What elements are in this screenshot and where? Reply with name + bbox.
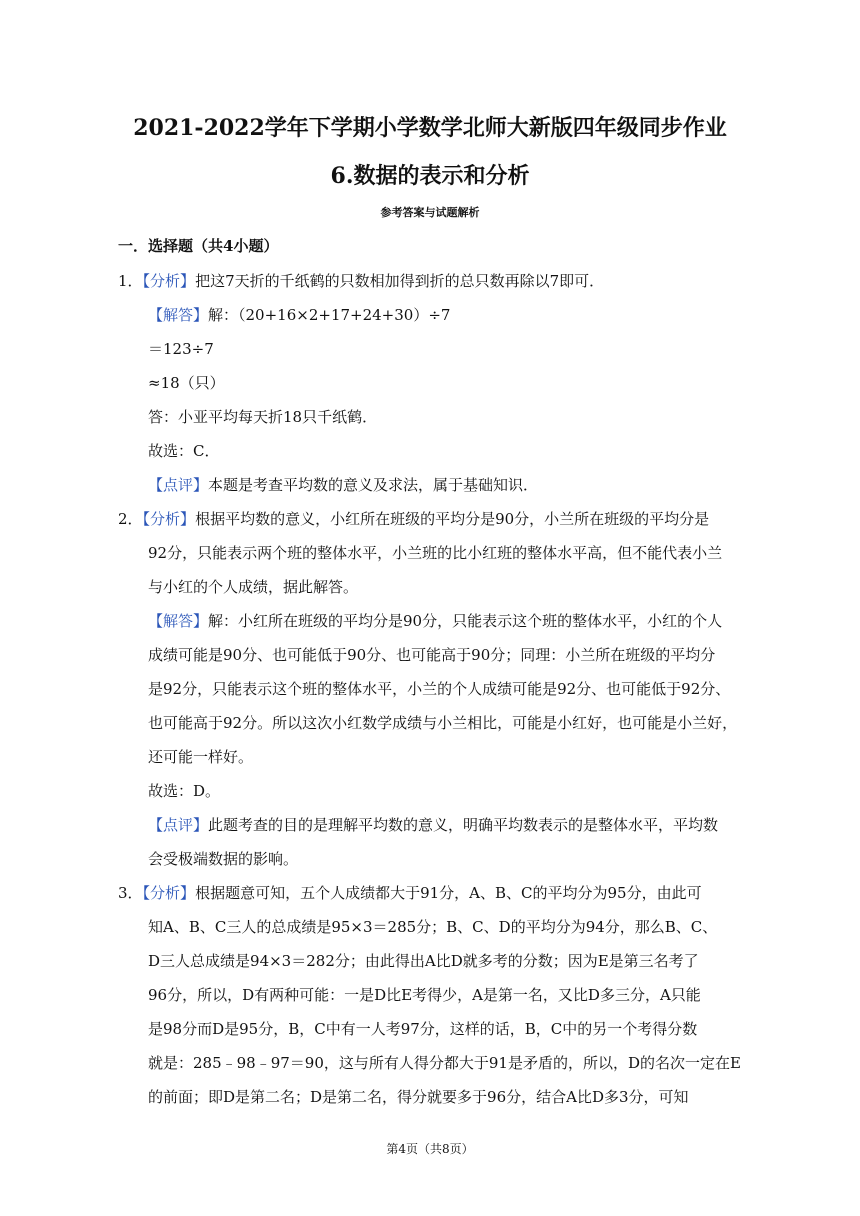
q3-analysis-line — [118, 883, 702, 903]
q3-analysis-text: 根据题意可知，五个人成绩都大于91分，A、B、C的平均分为95分，由此可 — [195, 884, 702, 902]
q3-number: 3． — [118, 884, 143, 902]
q1-choice-line: 故选：C． — [148, 442, 220, 460]
q2-answer-text: 解：小红所在班级的平均分是90分，只能表示这个班的整体水平，小红的个人 — [208, 612, 723, 630]
answer-tag: 【解答】 — [148, 612, 209, 630]
answer-tag: 【解答】 — [148, 306, 209, 324]
q2-analysis-line: 92分，只能表示两个班的整体水平，小兰班的比小红班的整体水平高，但不能代表小兰 — [148, 544, 723, 562]
q2-answer-line: 也可能高于92分。所以这次小红数学成绩与小兰相比，可能是小红好，也可能是小兰好， — [148, 714, 738, 732]
q2-comment-text: 此题考查的目的是理解平均数的意义，明确平均数表示的是整体水平，平均数 — [208, 816, 719, 834]
q3-analysis-line: 知A、B、C三人的总成绩是95×3＝285分；B、C、D的平均分为94分，那么B、C、 — [148, 918, 718, 936]
q2-analysis-line: 与小红的个人成绩，据此解答。 — [148, 578, 359, 596]
q1-comment-text: 本题是考查平均数的意义及求法，属于基础知识． — [208, 476, 539, 494]
q1-analysis-text: 把这7天折的千纸鹤的只数相加得到折的总只数再除以7即可． — [195, 272, 605, 290]
q1-answer-line: 答：小亚平均每天折18只千纸鹤． — [148, 408, 378, 426]
q3-analysis-line: 96分，所以，D有两种可能：一是D比E考得少，A是第一名，又比D多三分，A只能 — [148, 986, 701, 1004]
q2-comment-line — [148, 815, 718, 835]
q2-analysis-line — [118, 509, 709, 529]
analysis-tag: 【分析】 — [142, 510, 196, 528]
analysis-tag: 【分析】 — [142, 272, 196, 290]
q2-number: 2． — [118, 510, 143, 528]
q1-analysis-line — [118, 271, 604, 291]
q2-answer-line: 还可能一样好。 — [148, 748, 254, 766]
q2-analysis-text: 根据平均数的意义，小红所在班级的平均分是90分，小兰所在班级的平均分是 — [195, 510, 710, 528]
answer-heading: 参考答案与试题解析 — [380, 206, 480, 219]
q1-answer-line: ＝123÷7 — [148, 340, 214, 358]
q1-comment-line — [148, 475, 538, 495]
page-title: 2021-2022学年下学期小学数学北师大新版四年级同步作业 — [133, 115, 727, 141]
q2-answer-line: 是92分，只能表示这个班的整体水平，小兰的个人成绩可能是92分、也可能低于92分、 — [148, 680, 731, 698]
section-heading: 一．选择题（共4小题） — [118, 237, 279, 255]
q1-answer-line: ≈18（只） — [148, 374, 225, 392]
q2-choice-line: 故选：D。 — [148, 782, 221, 800]
q2-answer-line — [148, 611, 722, 631]
q3-analysis-line: D三人总成绩是94×3＝282分；由此得出A比D就多考的分数；因为E是第三名考了 — [148, 952, 699, 970]
comment-tag: 【点评】 — [148, 816, 209, 834]
q3-analysis-line: 是98分而D是95分，B，C中有一人考97分，这样的话，B，C中的另一个考得分数 — [148, 1020, 698, 1038]
page-subtitle: 6.数据的表示和分析 — [330, 163, 530, 189]
comment-tag: 【点评】 — [148, 476, 209, 494]
page-number: 第4页（共8页） — [386, 1142, 474, 1156]
q1-answer-line — [148, 305, 450, 325]
q3-analysis-line: 的前面；即D是第二名；D是第二名，得分就要多于96分，结合A比D多3分，可知 — [148, 1088, 689, 1106]
q1-answer-text: 解：（20+16×2+17+24+30）÷7 — [208, 306, 451, 324]
q2-comment-line: 会受极端数据的影响。 — [148, 850, 299, 868]
q1-number: 1． — [118, 272, 143, 290]
analysis-tag: 【分析】 — [142, 884, 196, 902]
q3-analysis-line: 就是：285﹣98﹣97＝90，这与所有人得分都大于91是矛盾的，所以，D的名次一定在E — [148, 1054, 741, 1072]
q2-answer-line: 成绩可能是90分、也可能低于90分、也可能高于90分；同理：小兰所在班级的平均分 — [148, 646, 716, 664]
